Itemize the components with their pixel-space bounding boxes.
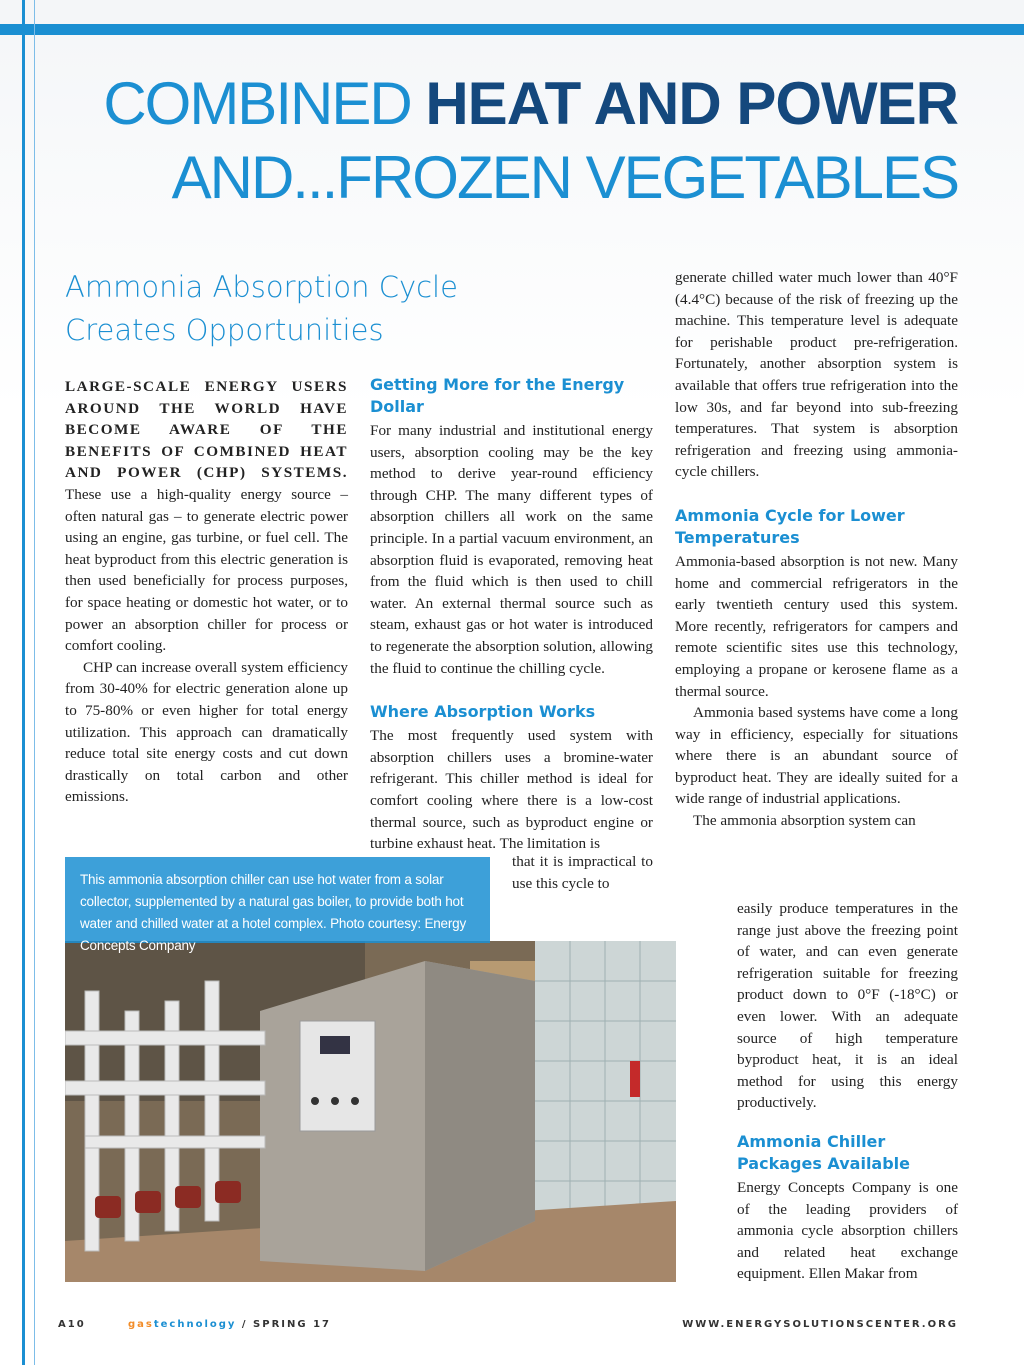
col3-paragraph-2: Ammonia-based absorption is not new. Many home and commercial refrigerators in the early twentieth century used this system. More recently, refrigerators for campers and remote scientific sites use this technology, employing a propane or kerosene flame as a thermal source.: [675, 552, 958, 700]
column-3-end: [737, 1131, 958, 1285]
title-light: COMBINED: [103, 70, 426, 137]
col3-paragraph-4-rest: easily produce temperatures in the range just above the freezing point of water, and can even generate refrigeration suitable for freezing product down to 0°F (-18°C) or even lower. With an adequate source of high temperature byproduct heat, it is an ideal method for using this energy productively.: [737, 900, 958, 1112]
col3-paragraph-4-start: The ammonia absorption system can: [693, 812, 916, 830]
chiller-photo: [65, 941, 676, 1282]
subhead-line1: Ammonia Absorption Cycle: [65, 270, 458, 304]
heading-chiller-packages: Ammonia Chiller Packages Available: [737, 1132, 911, 1173]
page-title-line1: [0, 70, 958, 137]
issue-label: / SPRING 17: [236, 1319, 331, 1330]
column-3-wrap: [737, 898, 958, 1114]
magazine-name-part2: technology: [153, 1319, 237, 1330]
col3-paragraph-5: Energy Concepts Company is one of the leading providers of ammonia cycle absorption chillers and related heat exchange equipment. Ellen Makar from: [737, 1179, 958, 1283]
column-3: [675, 267, 958, 832]
lead-in-caps: LARGE-SCALE ENERGY USERS AROUND THE WORLD HAVE BECOME AWARE OF THE BENEFITS OF COMBINED HEAT AND POWER (CHP) SYSTEMS.: [65, 378, 348, 482]
col2-paragraph-2-tail: that it is impractical to use this cycle to: [512, 853, 653, 892]
col2-paragraph-2: The most frequently used system with absorption chillers uses a bromine-water refrigerant. This chiller method is ideal for comfort cooling where there is a low-cost thermal source, such as byproduct engine or turbine exhaust heat. The limitation is: [370, 727, 653, 853]
page-number: A10: [58, 1319, 86, 1330]
heading-energy-dollar: Getting More for the Energy Dollar: [370, 375, 625, 416]
article-subhead: [65, 266, 495, 352]
col2-paragraph-1: For many industrial and institutional energy users, absorption cooling may be the key method to derive year-round efficiency through CHP. The many different types of absorption chillers all work on the same principle. In a partial vacuum environment, an absorption fluid is evaporated, removing heat from the fluid which is then used to chill water. An external thermal source such as steam, exhaust gas or hot water is introduced to regenerate the absorption solution, allowing the fluid to continue the chilling cycle.: [370, 422, 653, 677]
website-url[interactable]: WWW.ENERGYSOLUTIONSCENTER.ORG: [682, 1319, 958, 1330]
page-title-line2: AND...FROZEN VEGETABLES: [171, 144, 958, 211]
heading-ammonia-cycle: Ammonia Cycle for Lower Temperatures: [675, 505, 905, 547]
column-1: [65, 376, 348, 808]
top-accent-bar: [0, 24, 1024, 35]
chiller-photo-illustration: [65, 941, 676, 1282]
subhead-line2: Creates Opportunities: [65, 313, 384, 347]
col1-p1-text: These use a high-quality energy source – often natural gas – to generate electric power using an engine, gas turbine, or fuel cell. The heat byproduct from this electric generation is then used beneficially for process purposes, for space heating or domestic hot water, or to power an absorption chiller for process or comfort cooling.: [65, 485, 348, 655]
col3-paragraph-1: generate chilled water much lower than 40°F (4.4°C) because of the risk of freezing up the machine. This temperature level is adequate for perishable product pre-refrigeration. Fortunately, another absorption system is available that offers true refrigeration into the low 30s, and far beyond into sub-freezing temperatures. That system is absorption refrigeration and freezing using ammonia-cycle chillers.: [675, 269, 958, 481]
col1-paragraph-1: [65, 376, 348, 657]
col1-paragraph-2: CHP can increase overall system efficiency from 30-40% for electric generation alone up to 75-80% or even higher for total energy utilization. This approach can dramatically reduce total site energy costs and cut down drastically on total carbon and other emissions.: [65, 658, 348, 806]
photo-caption: This ammonia absorption chiller can use hot water from a solar collector, supplemented by a natural gas boiler, to provide both hot water and chilled water at a hotel complex. Photo courtesy: Energy Concepts Company: [65, 857, 490, 943]
magazine-name-part1: gas: [128, 1319, 154, 1330]
heading-where-absorption-works: Where Absorption Works: [370, 702, 596, 722]
magazine-issue: [128, 1319, 331, 1330]
title-bold: HEAT AND POWER: [425, 70, 958, 137]
col3-paragraph-3: Ammonia based systems have come a long way in efficiency, especially for situations where there is an abundant source of byproduct heat. They are ideally suited for a wide range of industrial applications.: [675, 704, 958, 808]
column-2: [370, 374, 653, 855]
